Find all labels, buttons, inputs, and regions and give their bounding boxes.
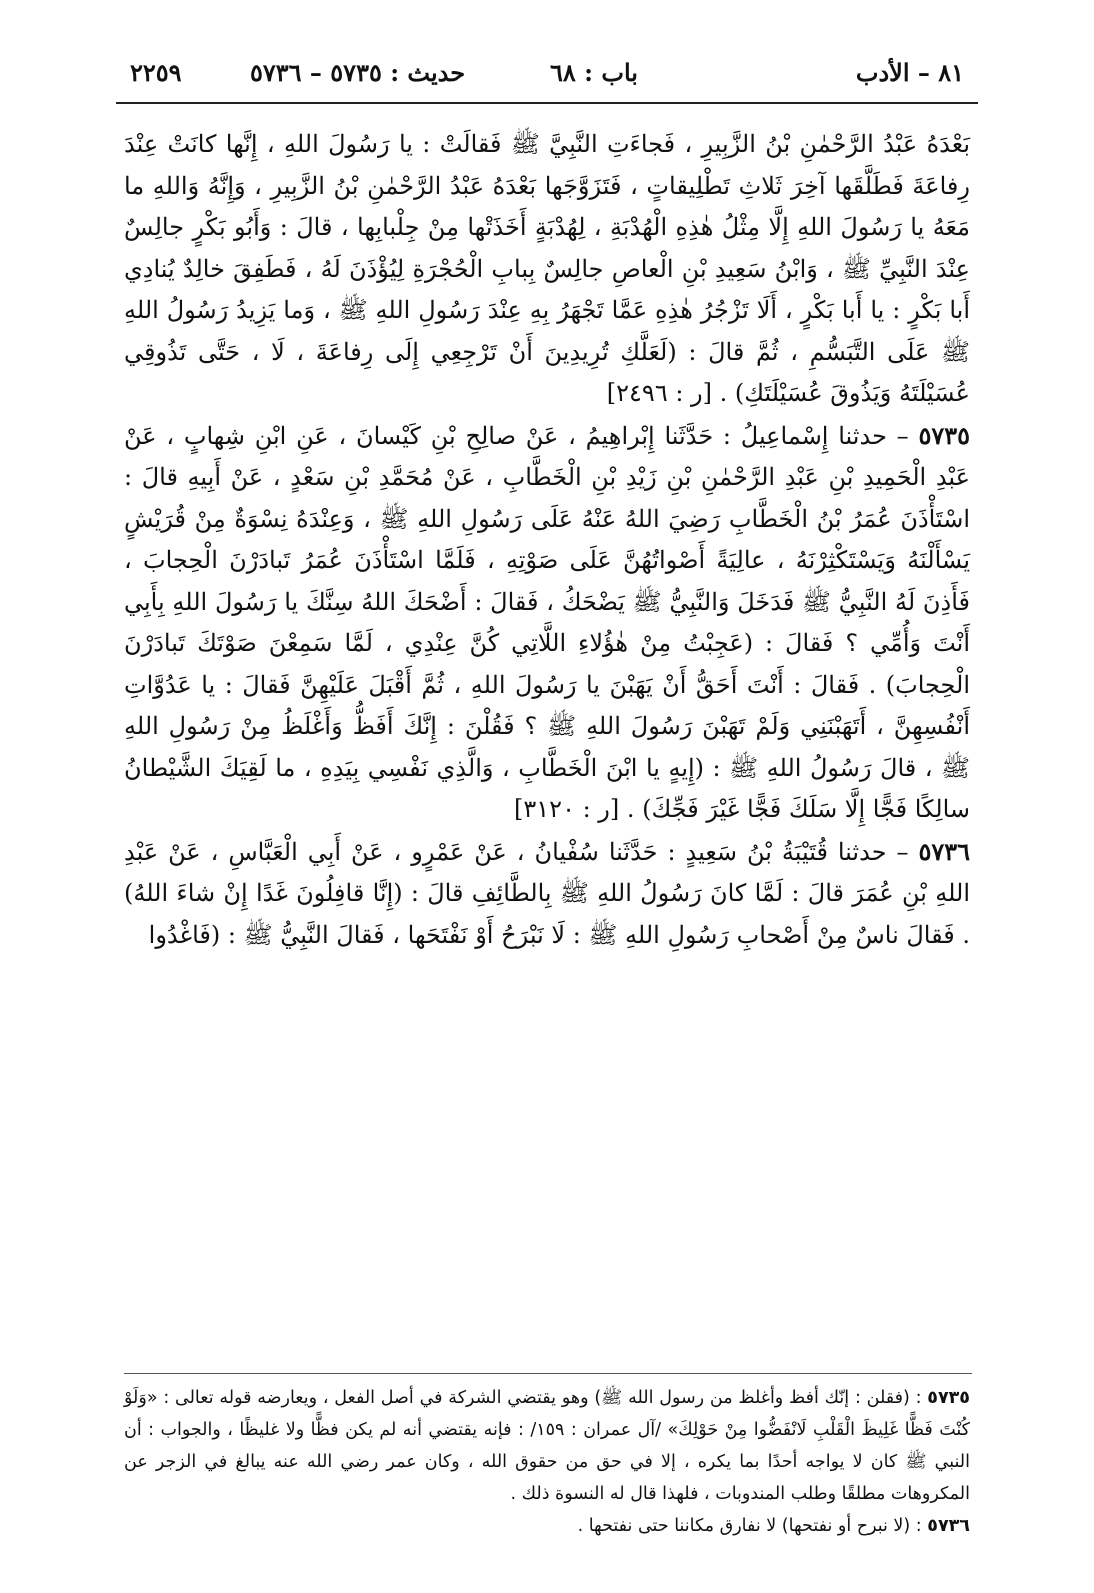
footnote-number: ٥٧٣٥: [927, 1388, 970, 1408]
footnote-text: : (فقلن : إنّك أفظ وأغلظ من رسول الله ﷺ) وهو يقتضي الشركة في أصل الفعل ، ويعارضه قوله تعالى : «وَلَوْ كُنْتَ فَظًّا غَلِيظَ الْقَلْبِ لَانْفَضُّوا مِنْ حَوْلِكَ» /آل عمران : ١٥٩/ : فإنه يقتضي أنه لم يكن فظًّا ولا غليظًا ، والجواب : أن النبي ﷺ كان لا يواجه أحدًا بما يكره ، إلا في حق من حقوق الله ، وكان عمر رضي الله عنه يبالغ في الزجر عن المكروهات مطلقًا وطلب المندوبات ، فلهذا قال له النسوة ذلك .: [124, 1388, 970, 1504]
main-text: [124, 124, 970, 956]
footnotes: [124, 1382, 970, 1542]
footnote-5736: [124, 1510, 970, 1542]
header-rule: [116, 102, 978, 104]
hadith-number: ٥٧٣٦: [918, 836, 970, 866]
footnote-rule: [124, 1373, 972, 1374]
hadith-number: ٥٧٣٥: [918, 420, 971, 450]
hadith-text: – حدثنا إِسْماعِيلُ : حَدَّثَنا إِبْراهِيمُ ، عَنْ صالِحِ بْنِ كَيْسانَ ، عَنِ ابْنِ شِهابٍ ، عَنْ عَبْدِ الْحَمِيدِ بْنِ عَبْدِ الرَّحْمٰنِ بْنِ زَيْدِ بْنِ الْخَطَّابِ ، عَنْ مُحَمَّدِ بْنِ سَعْدٍ ، عَنْ أَبِيهِ قالَ : اسْتَأْذَنَ عُمَرُ بْنُ الْخَطَّابِ رَضِيَ اللهُ عَنْهُ عَلَى رَسُولِ اللهِ ﷺ ، وَعِنْدَهُ نِسْوَةٌ مِنْ قُرَيْشٍ يَسْأَلْنَهُ وَيَسْتَكْثِرْنَهُ ، عالِيَةً أَصْواتُهُنَّ عَلَى صَوْتِهِ ، فَلَمَّا اسْتَأْذَنَ عُمَرُ تَبادَرْنَ الْحِجابَ ، فَأَذِنَ لَهُ النَّبِيُّ ﷺ فَدَخَلَ وَالنَّبِيُّ ﷺ يَضْحَكُ ، فَقالَ : أَضْحَكَ اللهُ سِنَّكَ يا رَسُولَ اللهِ بِأَبِي أَنْتَ وَأُمِّي ؟ فَقالَ : (عَجِبْتُ مِنْ هٰؤُلاءِ اللَّاتِي كُنَّ عِنْدِي ، لَمَّا سَمِعْنَ صَوْتَكَ تَبادَرْنَ الْحِجابَ) . فَقالَ : أَنْتَ أَحَقُّ أَنْ يَهَبْنَ يا رَسُولَ اللهِ ، ثُمَّ أَقْبَلَ عَلَيْهِنَّ فَقالَ : يا عَدُوَّاتِ أَنْفُسِهِنَّ ، أَتَهَبْنَنِي وَلَمْ تَهَبْنَ رَسُولَ اللهِ ﷺ ؟ فَقُلْنَ : إِنَّكَ أَفَظُّ وَأَغْلَظُ مِنْ رَسُولِ اللهِ ﷺ ، قالَ رَسُولُ اللهِ ﷺ : (إِيهٍ يا ابْنَ الْخَطَّابِ ، وَالَّذِي نَفْسِي بِيَدِهِ ، ما لَقِيَكَ الشَّيْطانُ سالِكًا فَجًّا إِلَّا سَلَكَ فَجًّا غَيْرَ فَجِّكَ) . [ر : ٣١٢٠]: [124, 421, 970, 823]
paragraph-continuation: بَعْدَهُ عَبْدُ الرَّحْمٰنِ بْنُ الزَّبِيرِ ، فَجاءَتِ النَّبِيَّ ﷺ فَقالَتْ : يا رَسُولَ اللهِ ، إِنَّها كانَتْ عِنْدَ رِفاعَةَ فَطَلَّقَها آخِرَ ثَلاثِ تَطْلِيقاتٍ ، فَتَزَوَّجَها بَعْدَهُ عَبْدُ الرَّحْمٰنِ بْنُ الزَّبِيرِ ، وَإِنَّهُ وَاللهِ ما مَعَهُ يا رَسُولَ اللهِ إِلَّا مِثْلُ هٰذِهِ الْهُدْبَةِ ، لِهُدْبَةٍ أَخَذَتْها مِنْ جِلْبابِها ، قالَ : وَأَبُو بَكْرٍ جالِسٌ عِنْدَ النَّبِيِّ ﷺ ، وَابْنُ سَعِيدِ بْنِ الْعاصِ جالِسٌ بِبابِ الْحُجْرَةِ لِيُؤْذَنَ لَهُ ، فَطَفِقَ خالِدٌ يُنادِي أَبا بَكْرٍ : يا أَبا بَكْرٍ ، أَلَا تَزْجُرُ هٰذِهِ عَمَّا تَجْهَرُ بِهِ عِنْدَ رَسُولِ اللهِ ﷺ ، وَما يَزِيدُ رَسُولُ اللهِ ﷺ عَلَى التَّبَسُّمِ ، ثُمَّ قالَ : (لَعَلَّكِ تُرِيدِينَ أَنْ تَرْجِعِي إِلَى رِفاعَةَ ، لَا ، حَتَّى تَذُوقِي عُسَيْلَتَهُ وَيَذُوقَ عُسَيْلَتَكِ) . [ر : ٢٤٩٦]: [124, 130, 970, 407]
hadith-text: – حدثنا قُتَيْبَةُ بْنُ سَعِيدٍ : حَدَّثَنا سُفْيانُ ، عَنْ عَمْرٍو ، عَنْ أَبِي الْعَبَّاسِ ، عَنْ عَبْدِ اللهِ بْنِ عُمَرَ قالَ : لَمَّا كانَ رَسُولُ اللهِ ﷺ بِالطَّائِفِ قالَ : (إِنَّا قافِلُونَ غَدًا إِنْ شاءَ اللهُ) . فَقالَ ناسٌ مِنْ أَصْحابِ رَسُولِ اللهِ ﷺ : لَا نَبْرَحُ أَوْ نَفْتَحَها ، فَقالَ النَّبِيُّ ﷺ : (فَاغْدُوا: [124, 837, 970, 949]
hadith-5736: [124, 831, 970, 957]
footnote-number: ٥٧٣٦: [927, 1516, 970, 1536]
page-number: ٢٢٥٩: [130, 58, 182, 87]
bab-number: باب : ٦٨: [550, 58, 638, 87]
hadith-range: حديث : ٥٧٣٥ – ٥٧٣٦: [250, 58, 466, 87]
hadith-5735: [124, 415, 970, 831]
footnote-text: : (لا نبرح أو نفتحها) لا نفارق مكاننا حتى نفتحها .: [577, 1516, 928, 1536]
footnote-5735: [124, 1382, 970, 1510]
chapter-title: ٨١ – الأدب: [855, 58, 964, 87]
running-header: [120, 52, 974, 98]
